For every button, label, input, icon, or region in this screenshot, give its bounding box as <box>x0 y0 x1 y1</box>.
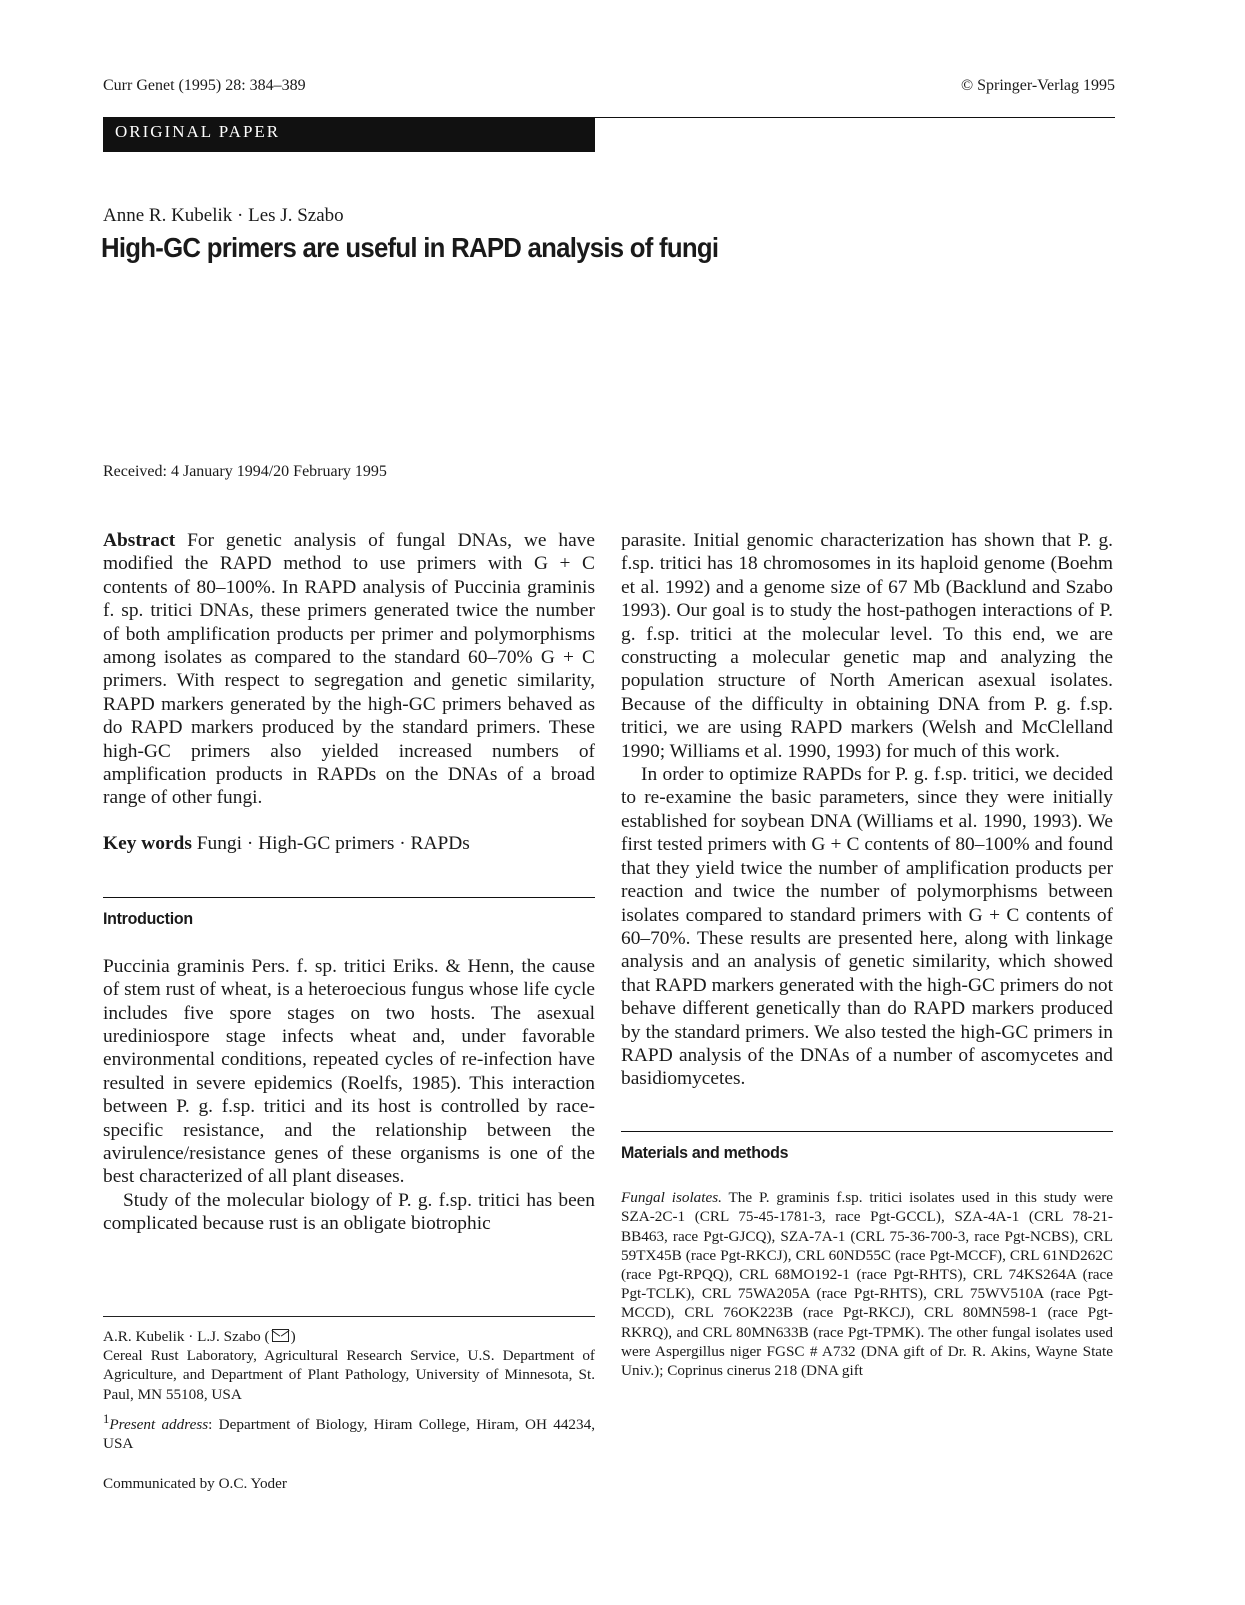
right-column <box>621 529 1113 1380</box>
section-rule-methods <box>621 1131 1113 1132</box>
footnotes <box>103 1327 595 1493</box>
intro-paragraph-3: In order to optimize RAPDs for P. g. f.sp. tritici, we decided to re-examine the basic parameters, since they were initially established for soybean DNA (Williams et al. 1990, 1993). We first tested primers with G + C contents of 80–100% and found that they yield twice the number of amplification products per reaction and twice the number of polymorphisms between isolates compared to standard primers with G + C contents of 60–70%. These results are presented here, along with linkage analysis and an analysis of genetic similarity, which showed that RAPD markers generated with the high-GC primers do not behave different genetically than do RAPD markers produced by the standard primers. We also tested the high-GC primers in RAPD analysis of the DNAs of a number of ascomycetes and basidiomycetes. <box>621 764 1113 1090</box>
publisher-copyright: © Springer-Verlag 1995 <box>960 77 1115 94</box>
intro-paragraph-2: Study of the molecular biology of P. g. f.sp. tritici has been complicated because rust is an obligate biotrophic <box>103 1189 595 1235</box>
keywords-text: Fungi · High-GC primers · RAPDs <box>196 832 470 854</box>
intro-paragraph-2-continued: parasite. Initial genomic characterization has shown that P. g. f.sp. tritici has 18 chromosomes in its haploid genome (Boehm et al. 1992) and a genome size of 67 Mb (Backlund and Szabo 1993). Our goal is to study the host-pathogen interactions of P. g. f.sp. tritici at the molecular level. To this end, we are constructing a molecular genetic map and analyzing the population structure of North American asexual isolates. Because of the difficulty in obtaining DNA from P. g. f.sp. tritici, we are using RAPD markers (Welsh and McClelland 1990; Williams et al. 1990, 1993) for much of this work. <box>621 530 1113 762</box>
journal-reference: Curr Genet (1995) 28: 384–389 <box>103 77 306 94</box>
article-title: High-GC primers are useful in RAPD analysis of fungi <box>101 232 719 263</box>
intro-paragraph-1: Puccinia graminis Pers. f. sp. tritici Eriks. & Henn, the cause of stem rust of wheat, is a heteroecious fungus whose life cycle includes five spore stages on two hosts. The asexual urediniospore stage infects wheat and, under favorable environmental conditions, repeated cycles of re-infection have resulted in severe epidemics (Roelfs, 1985). This interaction between P. g. f.sp. tritici and its host is controlled by race-specific resistance, and the relationship between the avirulence/resistance genes of these organisms is one of the best characterized of all plant diseases. <box>103 955 595 1188</box>
footnote-communicated: Communicated by O.C. Yoder <box>103 1475 287 1493</box>
abstract-text: For genetic analysis of fungal DNAs, we have modified the RAPD method to use primers with G + C contents of 80–100%. In RAPD analysis of Puccinia graminis f. sp. tritici DNAs, these primers generated twice the number of both amplification products per primer and polymorphisms among isolates as compared to the standard 60–70% G + C primers. With respect to segregation and genetic similarity, RAPD markers generated by the high-GC primers behaved as do RAPD markers produced by the standard primers. These high-GC primers also yielded increased numbers of amplification products in RAPDs on the DNAs of a broad range of other fungi. <box>103 530 595 809</box>
introduction-heading: Introduction <box>103 909 193 929</box>
abstract <box>103 529 595 810</box>
paper-type-banner: ORIGINAL PAPER <box>103 117 595 152</box>
footnote-authors: A.R. Kubelik · L.J. Szabo ( ) <box>103 1328 296 1345</box>
footnote-affiliation: Cereal Rust Laboratory, Agricultural Research Service, U.S. Department of Agriculture, and Department of Plant Pathology, University of Minnesota, St. Paul, MN 55108, USA <box>103 1347 595 1403</box>
authors: Anne R. Kubelik · Les J. Szabo <box>103 205 344 226</box>
fungal-isolates-text: The P. graminis f.sp. tritici isolates used in this study were SZA-2C-1 (CRL 75-45-1781-3, race Pgt-GCCL), SZA-4A-1 (CRL 78-21-BB463, race Pgt-GJCQ), SZA-7A-1 (CRL 75-36-700-3, race Pgt-NCBS), CRL 59TX45B (race Pgt-RKCJ), CRL 60ND55C (race Pgt-MCCF), CRL 61ND262C (race Pgt-RPQQ), CRL 68MO192-1 (race Pgt-RHTS), CRL 74KS264A (race Pgt-TCLK), CRL 75WA205A (race Pgt-RHTS), CRL 75WV510A (race Pgt-MCCD), CRL 76OK223B (race Pgt-RKCJ), CRL 80MN598-1 (race Pgt-RKRQ), and CRL 80MN633B (race Pgt-TPMK). The other fungal isolates used were Aspergillus niger FGSC # A732 (DNA gift of Dr. R. Akins, Wayne State Univ.); Coprinus cinerus 218 (DNA gift <box>621 1189 1114 1379</box>
materials-fungal-isolates <box>621 1188 1113 1380</box>
received-dates: Received: 4 January 1994/20 February 1995 <box>103 463 387 480</box>
footnote-rule <box>103 1316 595 1317</box>
left-column <box>103 529 595 1236</box>
envelope-icon <box>272 1329 289 1342</box>
fungal-isolates-subhead: Fungal isolates. <box>621 1189 722 1207</box>
section-rule-intro <box>103 897 595 898</box>
materials-heading: Materials and methods <box>621 1142 789 1162</box>
footnote-present-address: $^1$Present address: Department of Biology, Hiram College, Hiram, OH 44234, USA <box>103 1411 595 1453</box>
keywords-label: Key words <box>103 832 192 854</box>
keywords <box>103 832 595 855</box>
abstract-label: Abstract <box>103 530 176 551</box>
